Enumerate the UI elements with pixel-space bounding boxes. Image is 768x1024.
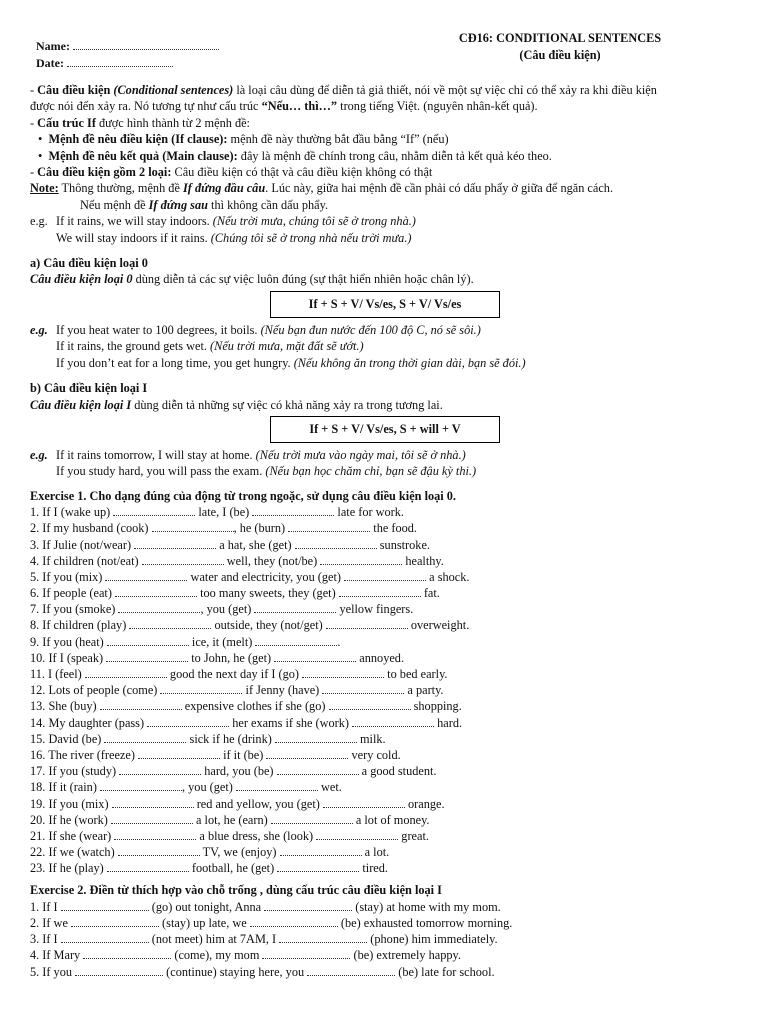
answer-blank[interactable] <box>320 553 402 565</box>
answer-blank[interactable] <box>83 947 171 959</box>
text: dùng diễn tả những sự việc có khả năng xảy ra trong tương lai. <box>131 397 443 412</box>
text: mệnh đề này thường bắt đầu bằng “If” (nếu) <box>227 132 449 147</box>
exercise1-item <box>30 553 742 569</box>
item-text: very cold. <box>348 747 401 762</box>
example-en: If you heat water to 100 degrees, it boils. <box>56 322 261 337</box>
name-row <box>36 38 219 55</box>
term: Câu điều kiện gồm 2 loại: <box>37 165 172 180</box>
formula-type-1: If + S + V/ Vs/es, S + will + V <box>270 416 500 443</box>
item-text: if Jenny (have) <box>242 683 323 698</box>
worksheet-title: CĐ16: CONDITIONAL SENTENCES <box>458 31 662 45</box>
item-text: 3. If I <box>30 932 61 947</box>
note-label: Note: <box>30 181 59 196</box>
item-text: TV, we (enjoy) <box>199 845 280 860</box>
eg-label: e.g. <box>30 322 48 337</box>
item-text: water and electricity, you (get) <box>187 569 345 584</box>
section-a-example-1 <box>30 322 742 338</box>
text: trong tiếng Việt. (nguyên nhân-kết quả). <box>337 99 538 114</box>
item-text: a good student. <box>358 764 437 779</box>
exercise1-item <box>30 698 742 714</box>
item-text: (not meet) him at 7AM, I <box>148 932 280 947</box>
dash: - <box>30 115 38 130</box>
item-text: fat. <box>420 586 440 601</box>
exercise1-item <box>30 844 742 860</box>
term: Mệnh đề nêu điều kiện (If clause): <box>48 132 228 147</box>
item-text: red and yellow, you (get) <box>193 796 323 811</box>
exercise2-item <box>30 964 742 980</box>
text: đây là mệnh đề chính trong câu, nhằm diễn tả kết quả kéo theo. <box>237 148 552 163</box>
item-text: football, he (get) <box>188 861 278 876</box>
item-text: if it (be) <box>220 747 267 762</box>
item-text: well, they (not/be) <box>223 553 321 568</box>
exercise1-item <box>30 860 742 876</box>
note-line-2 <box>30 197 742 213</box>
exercise1-item <box>30 666 742 682</box>
exercise2-item <box>30 947 742 963</box>
item-text: 9. If you (heat) <box>30 634 107 649</box>
answer-blank[interactable] <box>85 666 167 678</box>
item-text: 11. I (feel) <box>30 667 85 681</box>
intro-example-1 <box>30 213 742 229</box>
exercise1-item <box>30 812 742 828</box>
answer-blank[interactable] <box>352 715 434 727</box>
term-en: (Conditional sentences) <box>113 83 234 97</box>
exercise-2-list <box>30 899 742 980</box>
example-vi: (Nếu trời mưa vào ngày mai, tôi sẽ ở nhà.) <box>255 447 466 462</box>
eg-label: e.g. <box>30 214 48 229</box>
answer-blank[interactable] <box>236 779 318 791</box>
example-en: If it rains tomorrow, I will stay at home. <box>56 447 256 462</box>
answer-blank[interactable] <box>118 844 200 856</box>
example-en: If it rains, we will stay indoors. <box>56 214 213 229</box>
example-vi: (Chúng tôi sẽ ở trong nhà nếu trời mưa.) <box>210 230 412 245</box>
answer-blank[interactable] <box>323 796 405 808</box>
example-vi: (Nếu không ăn trong thời gian dài, bạn sẽ đói.) <box>293 355 526 370</box>
exercise1-item <box>30 779 742 795</box>
item-text: 23. If he (play) <box>30 861 107 876</box>
exercise-1-list <box>30 504 742 876</box>
answer-blank[interactable] <box>152 520 234 532</box>
item-text: sick if he (drink) <box>186 731 275 746</box>
section-a-description <box>30 271 742 287</box>
item-text: to John, he (get) <box>188 650 275 665</box>
answer-blank[interactable] <box>302 666 384 678</box>
intro-paragraph-3 <box>30 164 742 180</box>
term: If đứng sau <box>148 197 208 212</box>
item-text: a lot of money. <box>352 812 430 827</box>
item-text: , you (get) <box>182 780 236 795</box>
exercise2-item <box>30 915 742 931</box>
eg-label: e.g. <box>30 447 48 462</box>
item-text: a hat, she (get) <box>216 537 295 552</box>
item-text: milk. <box>356 731 386 746</box>
exercise1-item <box>30 634 742 650</box>
answer-blank[interactable] <box>322 682 404 694</box>
exercise1-item <box>30 520 742 536</box>
exercise1-item <box>30 537 742 553</box>
dash: - <box>30 165 38 180</box>
worksheet-subtitle: (Câu điều kiện) <box>519 48 601 62</box>
item-text: , you (get) <box>200 602 255 617</box>
item-text: expensive clothes if she (go) <box>181 699 329 714</box>
item-text: , he (burn) <box>233 521 289 536</box>
exercise1-item <box>30 617 742 633</box>
answer-blank[interactable] <box>277 763 359 775</box>
answer-blank[interactable] <box>307 964 395 976</box>
term: Câu điều kiện loại 0 <box>30 272 133 287</box>
text: Câu điều kiện có thật và câu điều kiện không có thật <box>171 165 433 180</box>
item-text: sunstroke. <box>376 537 430 552</box>
item-text: orange. <box>404 796 445 811</box>
exercise-2-title: Exercise 2. Điền từ thích hợp vào chỗ trống , dùng cấu trúc câu điều kiện loại I <box>30 883 442 898</box>
item-text: a lot, he (earn) <box>192 812 271 827</box>
term: Câu điều kiện <box>37 83 114 97</box>
text: Nếu mệnh đề <box>80 197 149 212</box>
item-text: 16. The river (freeze) <box>30 747 138 762</box>
bullet-icon: • <box>38 148 49 163</box>
dash: - <box>30 83 38 97</box>
answer-blank[interactable] <box>129 617 211 629</box>
item-text: outside, they (not/get) <box>211 618 326 633</box>
exercise2-item <box>30 931 742 947</box>
name-label: Name: <box>36 39 70 53</box>
answer-blank[interactable] <box>288 520 370 532</box>
item-text: 2. If we <box>30 916 71 931</box>
term: If đứng đầu câu <box>182 181 266 196</box>
answer-blank[interactable] <box>262 947 350 959</box>
section-b-description <box>30 397 742 413</box>
text: được nói đến xảy ra. Nó tương tự như cấu trúc <box>30 99 262 114</box>
answer-blank[interactable] <box>254 601 336 613</box>
answer-blank[interactable] <box>112 796 194 808</box>
answer-blank[interactable] <box>107 634 189 646</box>
answer-blank[interactable] <box>252 504 334 516</box>
structure: “Nếu… thì…” <box>261 99 338 114</box>
answer-blank[interactable] <box>255 634 337 646</box>
answer-blank[interactable] <box>119 763 201 775</box>
item-text: her exams if she (work) <box>229 715 353 730</box>
text: . Lúc này, giữa hai mệnh đề cần phải có dấu phẩy ở giữa để ngăn cách. <box>265 181 614 196</box>
item-text: 17. If you (study) <box>30 764 120 779</box>
answer-blank[interactable] <box>274 650 356 662</box>
date-label: Date: <box>36 56 64 70</box>
answer-blank[interactable] <box>118 601 200 613</box>
example-vi: (Nếu trời mưa, chúng tôi sẽ ở trong nhà.) <box>212 214 416 229</box>
item-text: 3. If Julie (not/wear) <box>30 537 135 552</box>
term: Mệnh đề nêu kết quả (Main clause): <box>48 148 238 163</box>
text: Thông thường, mệnh đề <box>58 181 183 196</box>
formula-type-0: If + S + V/ Vs/es, S + V/ Vs/es <box>270 291 500 318</box>
exercise1-item <box>30 763 742 779</box>
item-text: to bed early. <box>384 667 448 681</box>
item-text: 1. If I (wake up) <box>30 505 114 520</box>
item-text: a shock. <box>426 569 470 584</box>
item-text: 14. My daughter (pass) <box>30 715 148 730</box>
item-text: ice, it (melt) <box>188 634 256 649</box>
section-a-heading: a) Câu điều kiện loại 0 <box>30 256 148 271</box>
note-line <box>30 180 742 196</box>
answer-blank[interactable] <box>271 812 353 824</box>
item-text: 20. If he (work) <box>30 812 111 827</box>
answer-blank[interactable] <box>344 569 426 581</box>
exercise-1-title: Exercise 1. Cho dạng đúng của động từ trong ngoặc, sử dụng câu điều kiện loại 0. <box>30 488 456 503</box>
bullet-main-clause <box>30 148 742 164</box>
text: được hình thành từ 2 mệnh đề: <box>95 115 250 130</box>
item-text: great. <box>398 828 429 843</box>
exercise1-item <box>30 828 742 844</box>
item-text: 5. If you <box>30 964 76 979</box>
item-text: yellow fingers. <box>336 602 414 617</box>
example-vi: (Nếu bạn đun nước đến 100 độ C, nó sẽ sôi.) <box>260 322 481 337</box>
item-text: (go) out tonight, Anna <box>148 899 265 914</box>
item-text: 5. If you (mix) <box>30 569 106 584</box>
answer-blank[interactable] <box>147 715 229 727</box>
item-text: (be) extremely happy. <box>350 948 461 963</box>
item-text: wet. <box>317 780 342 795</box>
term: Cấu trúc If <box>37 115 96 130</box>
exercise2-item <box>30 899 742 915</box>
section-b-example-1 <box>30 447 742 463</box>
exercise1-item <box>30 731 742 747</box>
item-text: (be) late for school. <box>395 964 495 979</box>
item-text: overweight. <box>407 618 470 633</box>
answer-blank[interactable] <box>114 828 196 840</box>
item-text: 2. If my husband (cook) <box>30 521 152 536</box>
item-text: a blue dress, she (look) <box>196 828 317 843</box>
example-en: If you study hard, you will pass the exam. <box>56 464 266 479</box>
exercise1-item <box>30 747 742 763</box>
date-row <box>36 55 219 72</box>
example-vi: (Nếu trời mưa, mặt đất sẽ ướt.) <box>210 339 364 354</box>
exercise1-item <box>30 569 742 585</box>
answer-blank[interactable] <box>280 844 362 856</box>
answer-blank[interactable] <box>71 915 159 927</box>
intro-paragraph-2 <box>30 115 742 131</box>
bullet-if-clause <box>30 131 742 147</box>
item-text: 7. If you (smoke) <box>30 602 119 617</box>
answer-blank[interactable] <box>100 698 182 710</box>
item-text: (be) exhausted tomorrow morning. <box>337 916 513 931</box>
exercise1-item <box>30 601 742 617</box>
section-b-heading: b) Câu điều kiện loại I <box>30 381 148 396</box>
answer-blank[interactable] <box>275 731 357 743</box>
intro-example-2 <box>30 230 742 246</box>
item-text: 18. If it (rain) <box>30 780 100 795</box>
answer-blank[interactable] <box>138 747 220 759</box>
item-text: healthy. <box>402 553 444 568</box>
answer-blank[interactable] <box>104 731 186 743</box>
text: là loại câu dùng để diễn tả giả thiết, nói về một sự việc chỉ có thể xảy ra khi điều kiện <box>233 83 657 97</box>
intro-paragraph-1-cont <box>30 98 742 114</box>
exercise1-item <box>30 796 742 812</box>
item-text: a lot. <box>361 845 390 860</box>
item-text: 4. If Mary <box>30 948 84 963</box>
text: thì không cần dấu phẩy. <box>207 197 329 212</box>
answer-blank[interactable] <box>105 569 187 581</box>
item-text: annoyed. <box>356 650 405 665</box>
answer-blank[interactable] <box>134 537 216 549</box>
item-text: hard, you (be) <box>201 764 277 779</box>
item-text: 13. She (buy) <box>30 699 100 714</box>
section-a-example-2 <box>30 338 742 354</box>
item-text: (stay) at home with my mom. <box>352 899 501 914</box>
answer-blank[interactable] <box>100 779 182 791</box>
item-text: 6. If people (eat) <box>30 586 116 601</box>
example-en: If you don’t eat for a long time, you get hungry. <box>56 355 294 370</box>
exercise1-item <box>30 715 742 731</box>
name-blank[interactable] <box>73 39 219 50</box>
item-text: . <box>337 634 341 649</box>
item-text: 8. If children (play) <box>30 618 130 633</box>
answer-blank[interactable] <box>160 682 242 694</box>
exercise1-item <box>30 504 742 520</box>
item-text: 10. If I (speak) <box>30 650 107 665</box>
answer-blank[interactable] <box>279 931 367 943</box>
example-en: We will stay indoors if it rains. <box>56 230 211 245</box>
answer-blank[interactable] <box>142 553 224 565</box>
exercise1-item <box>30 650 742 666</box>
answer-blank[interactable] <box>329 698 411 710</box>
example-en: If it rains, the ground gets wet. <box>56 339 211 354</box>
answer-blank[interactable] <box>250 915 338 927</box>
item-text: (continue) staying here, you <box>163 964 308 979</box>
text: dùng diễn tả các sự việc luôn đúng (sự thật hiển nhiên hoặc chân lý). <box>132 272 474 287</box>
intro-paragraph-1 <box>30 82 742 98</box>
item-text: 19. If you (mix) <box>30 796 112 811</box>
item-text: shopping. <box>410 699 462 714</box>
item-text: 21. If she (wear) <box>30 828 115 843</box>
item-text: hard. <box>434 715 463 730</box>
answer-blank[interactable] <box>266 747 348 759</box>
answer-blank[interactable] <box>106 650 188 662</box>
item-text: too many sweets, they (get) <box>197 586 339 601</box>
item-text: tired. <box>359 861 388 876</box>
exercise1-item <box>30 682 742 698</box>
answer-blank[interactable] <box>115 585 197 597</box>
student-info <box>36 38 219 72</box>
date-blank[interactable] <box>67 56 173 67</box>
worksheet-body <box>30 82 742 980</box>
answer-blank[interactable] <box>61 931 149 943</box>
item-text: (phone) him immediately. <box>367 932 498 947</box>
bullet-icon: • <box>38 132 49 147</box>
item-text: good the next day if I (go) <box>166 667 303 681</box>
answer-blank[interactable] <box>295 537 377 549</box>
answer-blank[interactable] <box>326 617 408 629</box>
exercise1-item <box>30 585 742 601</box>
answer-blank[interactable] <box>113 504 195 516</box>
worksheet-header <box>430 30 690 64</box>
answer-blank[interactable] <box>339 585 421 597</box>
answer-blank[interactable] <box>61 899 149 911</box>
answer-blank[interactable] <box>277 860 359 872</box>
item-text: late, I (be) <box>195 505 253 520</box>
section-b-example-2 <box>30 463 742 479</box>
item-text: (stay) up late, we <box>158 916 250 931</box>
answer-blank[interactable] <box>316 828 398 840</box>
example-vi: (Nếu bạn học chăm chỉ, bạn sẽ đậu kỳ thi.) <box>265 464 477 479</box>
item-text: the food. <box>370 521 418 536</box>
item-text: 1. If I <box>30 899 61 914</box>
answer-blank[interactable] <box>264 899 352 911</box>
term: Câu điều kiện loại I <box>30 397 132 412</box>
answer-blank[interactable] <box>75 964 163 976</box>
item-text: a party. <box>404 683 444 698</box>
answer-blank[interactable] <box>107 860 189 872</box>
answer-blank[interactable] <box>111 812 193 824</box>
item-text: (come), my mom <box>171 948 263 963</box>
item-text: late for work. <box>334 505 404 520</box>
section-a-example-3 <box>30 355 742 371</box>
item-text: 22. If we (watch) <box>30 845 118 860</box>
item-text: 4. If children (not/eat) <box>30 553 142 568</box>
item-text: 15. David (be) <box>30 731 105 746</box>
item-text: 12. Lots of people (come) <box>30 683 161 698</box>
